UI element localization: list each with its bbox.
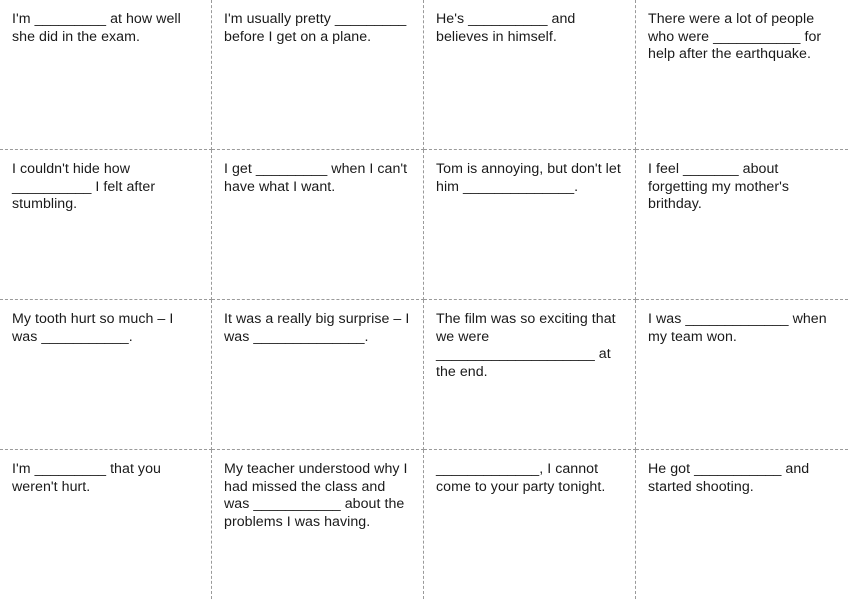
sentence-card-5 [0,150,212,300]
sentence-card-8 [636,150,848,300]
sentence-card-12 [636,300,848,450]
sentence-card-13 [0,450,212,599]
sentence-text: I was _____________ when my team won. [648,311,827,345]
sentence-card-11 [424,300,636,450]
sentence-text: I'm _________ that you weren't hurt. [12,461,161,495]
sentence-text: My teacher understood why I had missed the class and was ___________ about the problems I was having. [224,461,408,530]
sentence-card-10 [212,300,424,450]
sentence-text: I'm _________ at how well she did in the exam. [12,11,181,45]
sentence-card-15 [424,450,636,599]
sentence-text: My tooth hurt so much – I was ___________. [12,311,174,345]
sentence-card-3 [424,0,636,150]
sentence-card-4 [636,0,848,150]
sentence-text: Tom is annoying, but don't let him ______________. [436,161,621,195]
sentence-text: I feel _______ about forgetting my mother's brithday. [648,161,790,212]
sentence-card-6 [212,150,424,300]
sentence-card-9 [0,300,212,450]
sentence-text: The film was so exciting that we were ____________________ at the end. [436,311,616,380]
sentence-text: _____________, I cannot come to your party tonight. [436,461,606,495]
sentence-text: I get _________ when I can't have what I want. [224,161,408,195]
sentence-card-16 [636,450,848,599]
sentence-text: He got ___________ and started shooting. [648,461,810,495]
sentence-text: He's __________ and believes in himself. [436,11,576,45]
sentence-text: It was a really big surprise – I was ______________. [224,311,410,345]
sentence-text: I couldn't hide how __________ I felt after stumbling. [12,161,156,212]
sentence-text: There were a lot of people who were ___________ for help after the earthquake. [648,11,822,62]
sentence-card-1 [0,0,212,150]
sentence-text: I'm usually pretty _________ before I get on a plane. [224,11,407,45]
sentence-card-2 [212,0,424,150]
sentence-card-7 [424,150,636,300]
sentence-card-14 [212,450,424,599]
